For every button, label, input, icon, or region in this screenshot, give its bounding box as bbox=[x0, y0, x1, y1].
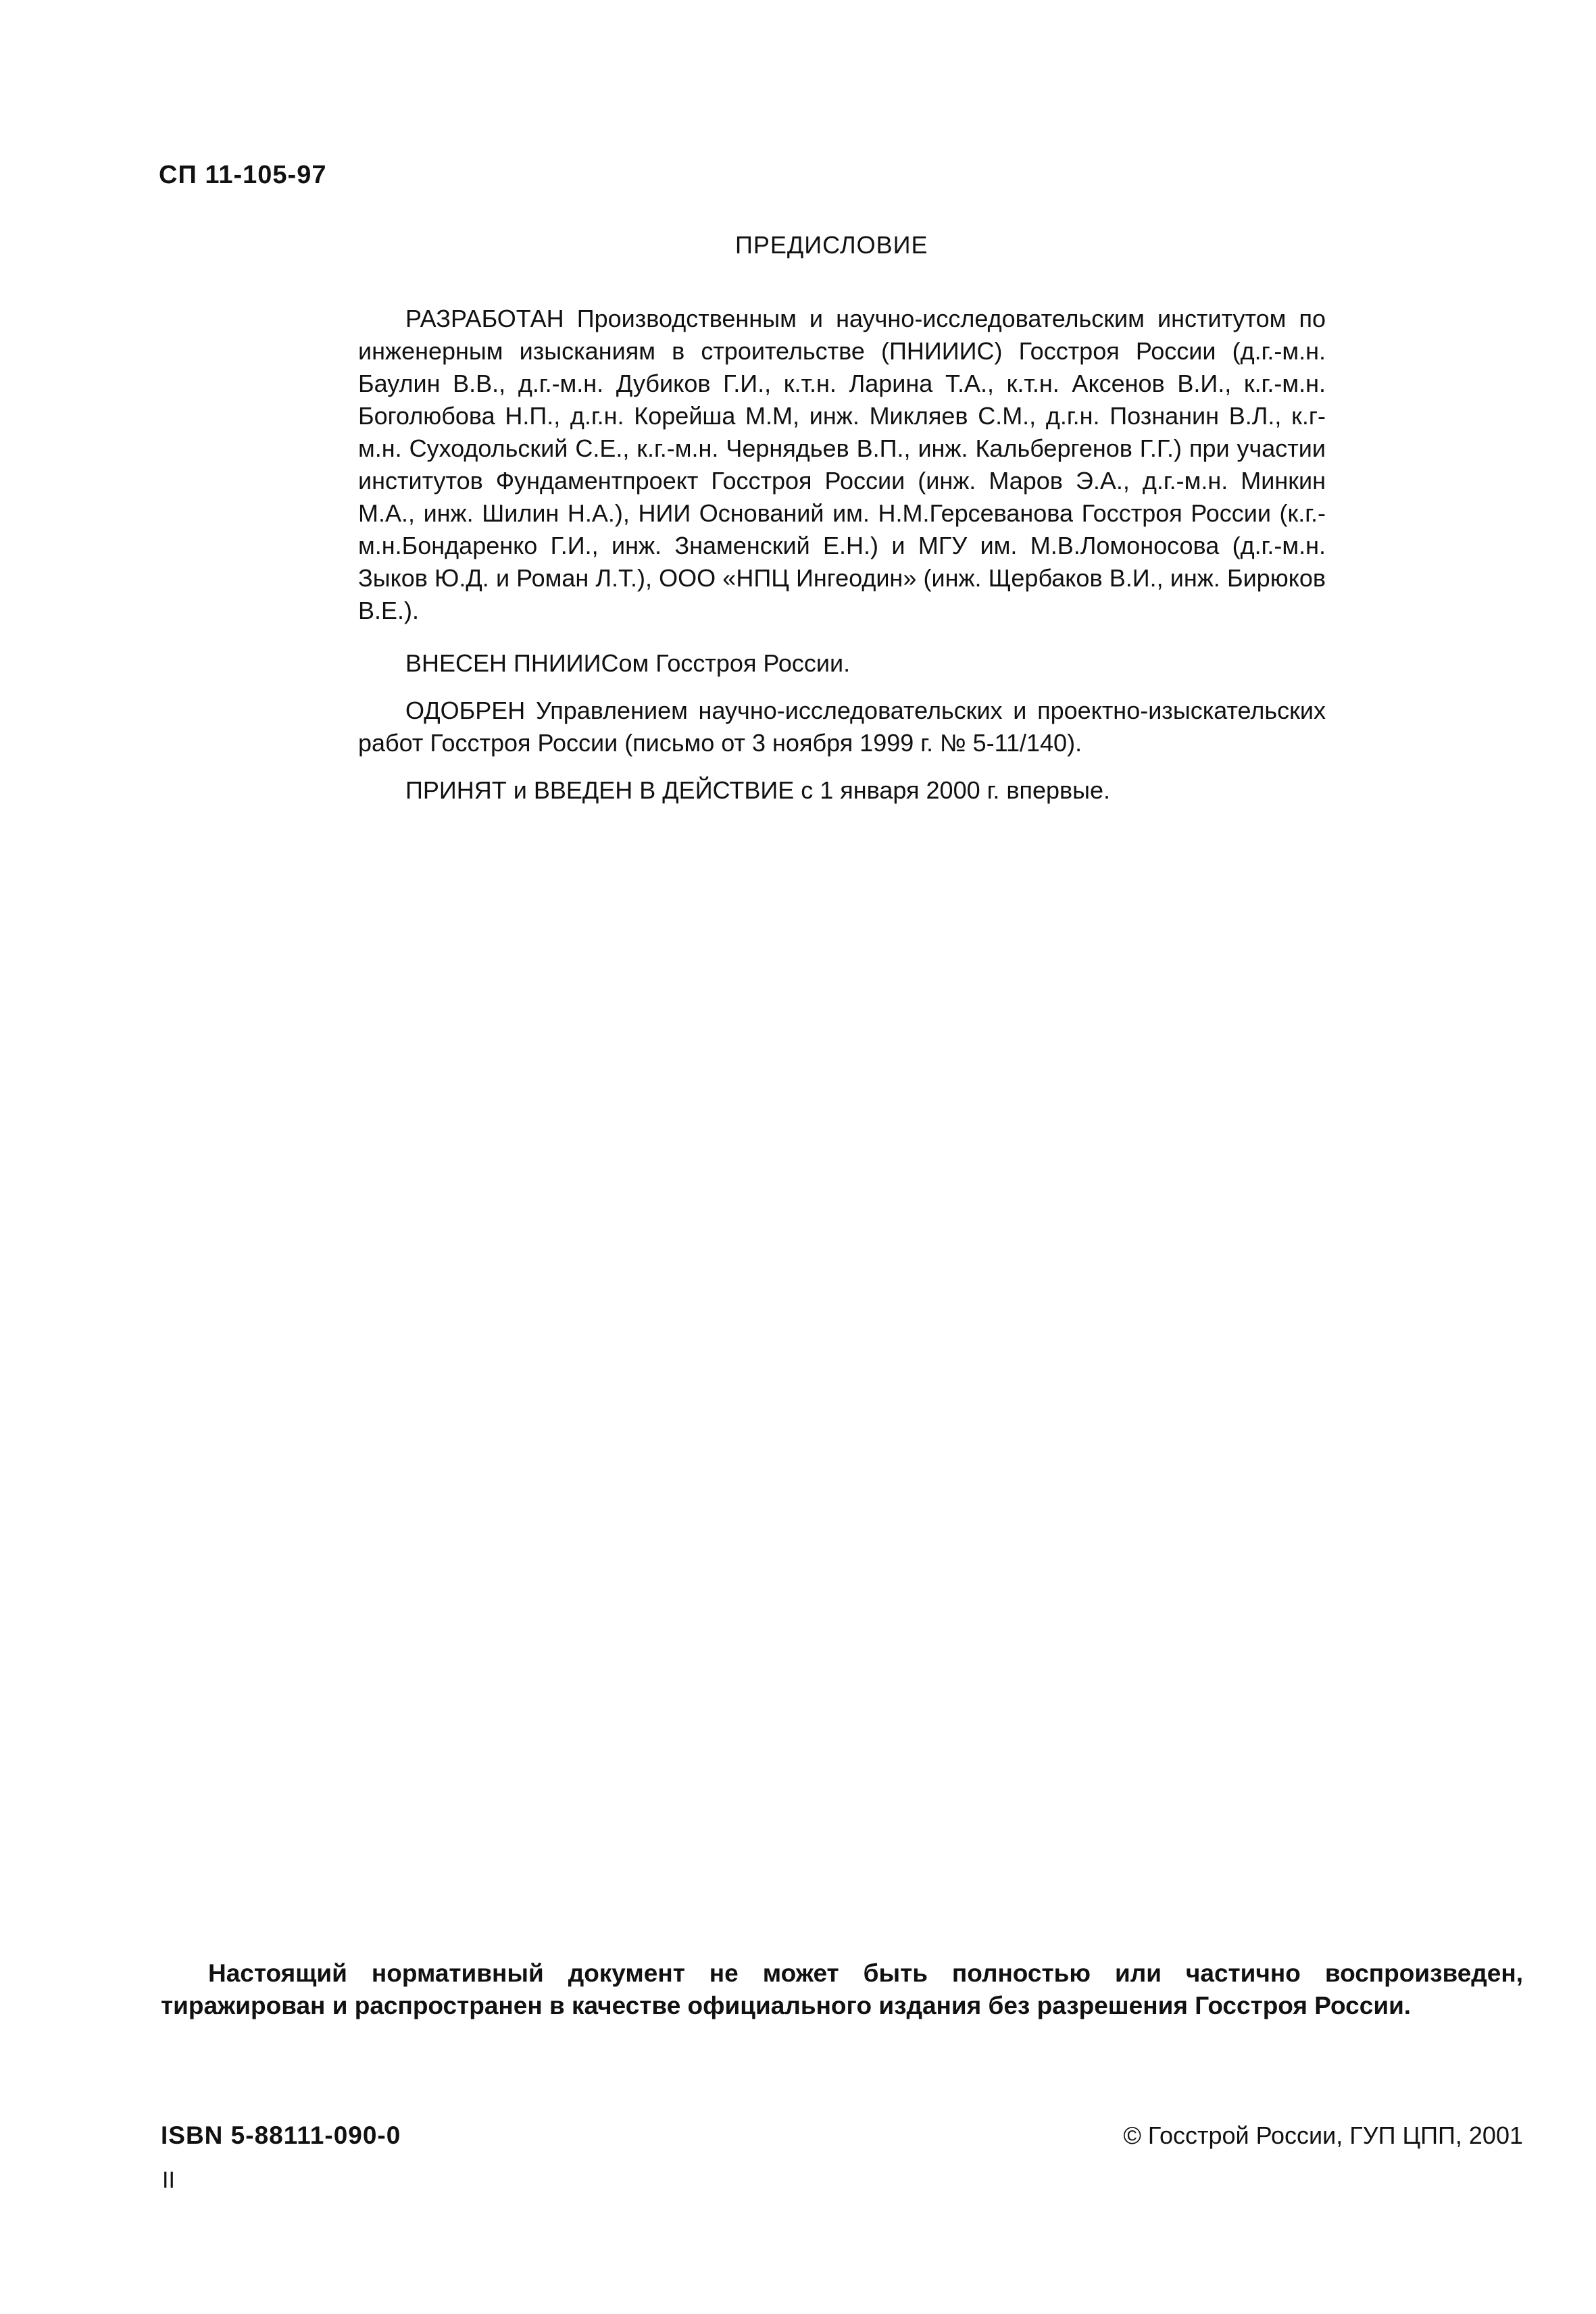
isbn-number: ISBN 5-88111-090-0 bbox=[161, 2121, 401, 2149]
document-code: СП 11-105-97 bbox=[159, 161, 327, 189]
preface-approved-paragraph: ОДОБРЕН Управлением научно-исследовательских и проектно-изыскательских работ Госстроя России (письмо от 3 ноября 1999 г. № 5-11/140). bbox=[358, 697, 1326, 757]
page-number: II bbox=[162, 2167, 175, 2193]
preface-submitted-paragraph: ВНЕСЕН ПНИИИСом Госстроя России. bbox=[405, 649, 851, 677]
copyright-line: © Госстрой России, ГУП ЦПП, 2001 bbox=[1123, 2121, 1523, 2149]
preface-developed-paragraph: РАЗРАБОТАН Производственным и научно-исследовательским институтом по инженерным изысканиям в строительстве (ПНИИИС) Госстроя России (д.г.-м.н. Баулин В.В., д.г.-м.н. Дубиков Г.И., к.т.н. Ларина Т.А., к.т.н. Аксенов В.И., к.г.-м.н. Боголюбова Н.П., д.г.н. Корейша М.М, инж. Микляев С.М., д.г.н. Познанин В.Л., к.г-м.н. Суходольский С.Е., к.г.-м.н. Чернядьев В.П., инж. Кальбергенов Г.Г.) при участии институтов Фундаментпроект Госстроя России (инж. Маров Э.А., д.г.-м.н. Минкин М.А., инж. Шилин Н.А.), НИИ Оснований им. Н.М.Герсеванова Госстроя России (к.г.-м.н.Бондаренко Г.И., инж. Знаменский Е.Н.) и МГУ им. М.В.Ломоносова (д.г.-м.н. Зыков Ю.Д. и Роман Л.Т.), ООО «НПЦ Ингеодин» (инж. Щербаков В.И., инж. Бирюков В.Е.). bbox=[358, 305, 1326, 624]
copyright-notice: Настоящий нормативный документ не может быть полностью или частично воспроизведен, тиражирован и распространен в качестве официального издания без разрешения Госстроя России. bbox=[161, 1959, 1523, 2019]
preface-body bbox=[358, 303, 1326, 822]
preface-adopted-paragraph: ПРИНЯТ и ВВЕДЕН В ДЕЙСТВИЕ с 1 января 2000 г. впервые. bbox=[405, 776, 1111, 804]
preface-title: ПРЕДИСЛОВИЕ bbox=[735, 231, 928, 259]
